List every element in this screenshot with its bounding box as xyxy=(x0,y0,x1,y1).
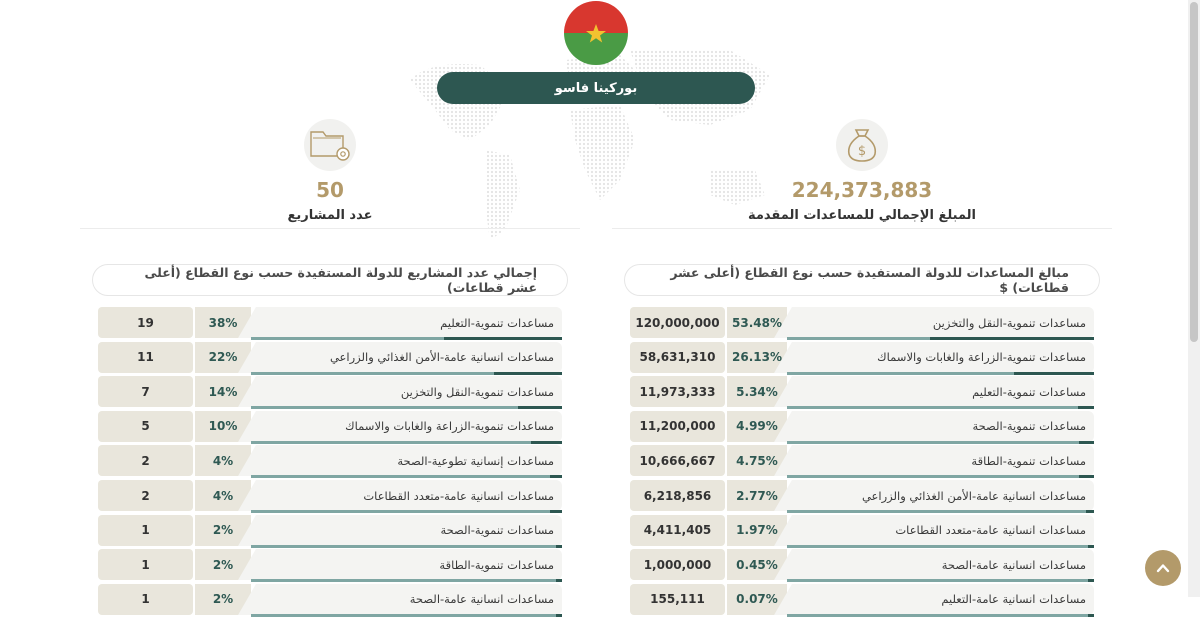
project-count-cell: 1 xyxy=(98,584,193,615)
share-progress-fill xyxy=(1088,579,1094,582)
share-progress-bar xyxy=(251,579,562,582)
projects-by-sector-title-text: إجمالي عدد المشاريع للدولة المستفيدة حسب نوع القطاع (أعلى عشر قطاعات) xyxy=(144,265,537,295)
project-count-cell: 19 xyxy=(98,307,193,338)
sector-row xyxy=(98,411,562,442)
sector-label: مساعدات انسانية عامة-الأمن الغذائي والزراعي xyxy=(805,480,1094,511)
share-progress-fill xyxy=(556,545,562,548)
percentage-cell: 2% xyxy=(195,515,251,546)
money-bag-icon xyxy=(835,118,889,172)
sector-row xyxy=(630,584,1094,615)
share-progress-bar xyxy=(251,337,562,340)
sector-row xyxy=(630,445,1094,476)
sector-row xyxy=(630,480,1094,511)
share-progress-fill xyxy=(556,579,562,582)
sector-label: مساعدات انسانية عامة-الصحة xyxy=(269,584,562,615)
percentage-cell: 4% xyxy=(195,480,251,511)
percentage-cell: 0.45% xyxy=(727,549,787,580)
percentage-cell: 5.34% xyxy=(727,376,787,407)
projects-by-sector-title xyxy=(92,264,568,296)
country-name: بوركينا فاسو xyxy=(554,80,638,96)
sector-row xyxy=(630,307,1094,338)
share-progress-fill xyxy=(550,510,562,513)
share-progress-bar xyxy=(251,545,562,548)
chevron-up-icon xyxy=(1155,560,1171,576)
sector-row xyxy=(98,342,562,373)
project-count-cell: 7 xyxy=(98,376,193,407)
share-progress-track xyxy=(251,579,562,582)
share-progress-fill xyxy=(531,441,562,444)
projects-count-value: 50 xyxy=(316,178,344,202)
flag-star-icon xyxy=(564,1,628,65)
svg-text:$: $ xyxy=(857,144,867,159)
percentage-cell: 2.77% xyxy=(727,480,787,511)
amount-cell: 11,973,333 xyxy=(630,376,725,407)
sector-row xyxy=(98,515,562,546)
percentage-cell: 22% xyxy=(195,342,251,373)
percentage-cell: 2% xyxy=(195,549,251,580)
project-count-cell: 2 xyxy=(98,480,193,511)
percentage-cell: 38% xyxy=(195,307,251,338)
sector-label: مساعدات تنموية-التعليم xyxy=(805,376,1094,407)
amount-cell: 58,631,310 xyxy=(630,342,725,373)
share-progress-track xyxy=(787,510,1094,513)
share-progress-fill xyxy=(1088,545,1094,548)
percentage-cell: 2% xyxy=(195,584,251,615)
share-progress-bar xyxy=(251,475,562,478)
folder-gear-icon xyxy=(303,118,357,172)
share-progress-track xyxy=(251,614,562,617)
project-count-cell: 1 xyxy=(98,515,193,546)
share-progress-bar xyxy=(787,545,1094,548)
sector-label: مساعدات تنموية-الطاقة xyxy=(805,445,1094,476)
sector-label: مساعدات تنموية-الصحة xyxy=(805,411,1094,442)
project-count-cell: 11 xyxy=(98,342,193,373)
percentage-cell: 26.13% xyxy=(727,342,787,373)
sector-label: مساعدات انسانية عامة-متعدد القطاعات xyxy=(805,515,1094,546)
project-count-cell: 5 xyxy=(98,411,193,442)
share-progress-track xyxy=(787,406,1094,409)
share-progress-fill xyxy=(1078,406,1094,409)
amount-cell: 6,218,856 xyxy=(630,480,725,511)
share-progress-bar xyxy=(787,372,1094,375)
sector-label: مساعدات إنسانية تطوعية-الصحة xyxy=(269,445,562,476)
share-progress-bar xyxy=(787,614,1094,617)
share-progress-bar xyxy=(787,441,1094,444)
amount-cell: 11,200,000 xyxy=(630,411,725,442)
sector-row xyxy=(630,549,1094,580)
sector-label: مساعدات تنموية-الصحة xyxy=(269,515,562,546)
share-progress-track xyxy=(787,475,1094,478)
sector-label: مساعدات انسانية عامة-التعليم xyxy=(805,584,1094,615)
share-progress-fill xyxy=(550,475,562,478)
percentage-cell: 14% xyxy=(195,376,251,407)
amount-cell: 10,666,667 xyxy=(630,445,725,476)
share-progress-fill xyxy=(1079,475,1094,478)
amount-cell: 155,111 xyxy=(630,584,725,615)
sector-label: مساعدات تنموية-الطاقة xyxy=(269,549,562,580)
projects-count-stat xyxy=(250,118,410,223)
project-count-cell: 2 xyxy=(98,445,193,476)
share-progress-fill xyxy=(494,372,562,375)
percentage-cell: 1.97% xyxy=(727,515,787,546)
total-amount-value: 224,373,883 xyxy=(791,178,933,202)
percentage-cell: 10% xyxy=(195,411,251,442)
sector-label: مساعدات تنموية-الزراعة والغابات والاسماك xyxy=(805,342,1094,373)
sector-label: مساعدات انسانية عامة-متعدد القطاعات xyxy=(269,480,562,511)
share-progress-bar xyxy=(787,475,1094,478)
sector-row xyxy=(630,342,1094,373)
share-progress-bar xyxy=(251,406,562,409)
sector-row xyxy=(98,445,562,476)
share-progress-track xyxy=(251,510,562,513)
share-progress-bar xyxy=(787,510,1094,513)
share-progress-bar xyxy=(787,579,1094,582)
percentage-cell: 4.99% xyxy=(727,411,787,442)
share-progress-bar xyxy=(251,614,562,617)
share-progress-track xyxy=(251,441,562,444)
share-progress-bar xyxy=(787,337,1094,340)
share-progress-track xyxy=(251,545,562,548)
amount-cell: 4,411,405 xyxy=(630,515,725,546)
percentage-cell: 4% xyxy=(195,445,251,476)
percentage-cell: 0.07% xyxy=(727,584,787,615)
sector-row xyxy=(630,411,1094,442)
left-divider xyxy=(80,228,580,229)
share-progress-track xyxy=(787,579,1094,582)
amounts-by-sector-title-text: مبالغ المساعدات للدولة المستفيدة حسب نوع القطاع (أعلى عشر قطاعات) $ xyxy=(670,265,1069,295)
amount-cell: 120,000,000 xyxy=(630,307,725,338)
total-amount-label: المبلغ الإجمالي للمساعدات المقدمة xyxy=(747,208,977,223)
sector-row xyxy=(98,480,562,511)
share-progress-fill xyxy=(1088,614,1094,617)
scrollbar-thumb[interactable] xyxy=(1190,2,1198,342)
sector-row xyxy=(98,376,562,407)
share-progress-fill xyxy=(444,337,562,340)
sector-label: مساعدات تنموية-الزراعة والغابات والاسماك xyxy=(269,411,562,442)
sector-label: مساعدات انسانية عامة-الصحة xyxy=(805,549,1094,580)
share-progress-track xyxy=(787,441,1094,444)
share-progress-track xyxy=(251,406,562,409)
sector-row xyxy=(630,515,1094,546)
page-scrollbar[interactable] xyxy=(1188,0,1200,597)
amount-cell: 1,000,000 xyxy=(630,549,725,580)
share-progress-fill xyxy=(1079,441,1094,444)
amounts-by-sector-title xyxy=(624,264,1100,296)
projects-count-label: عدد المشاريع xyxy=(287,208,373,223)
country-flag xyxy=(564,1,628,65)
total-amount-stat xyxy=(742,118,982,223)
project-count-cell: 1 xyxy=(98,549,193,580)
share-progress-bar xyxy=(251,510,562,513)
share-progress-track xyxy=(787,545,1094,548)
share-progress-fill xyxy=(1014,372,1094,375)
share-progress-track xyxy=(787,614,1094,617)
share-progress-fill xyxy=(518,406,562,409)
share-progress-fill xyxy=(1086,510,1095,513)
right-divider xyxy=(612,228,1112,229)
country-name-pill xyxy=(437,72,755,104)
sector-row xyxy=(98,584,562,615)
share-progress-bar xyxy=(251,372,562,375)
sector-row xyxy=(98,307,562,338)
sector-row xyxy=(98,549,562,580)
sector-label: مساعدات تنموية-النقل والتخزين xyxy=(805,307,1094,338)
back-to-top-button[interactable] xyxy=(1145,550,1181,586)
sector-label: مساعدات انسانية عامة-الأمن الغذائي والزراعي xyxy=(269,342,562,373)
percentage-cell: 4.75% xyxy=(727,445,787,476)
sector-row xyxy=(630,376,1094,407)
sector-label: مساعدات تنموية-التعليم xyxy=(269,307,562,338)
sector-label: مساعدات تنموية-النقل والتخزين xyxy=(269,376,562,407)
share-progress-fill xyxy=(930,337,1094,340)
percentage-cell: 53.48% xyxy=(727,307,787,338)
share-progress-bar xyxy=(787,406,1094,409)
share-progress-track xyxy=(251,475,562,478)
share-progress-fill xyxy=(556,614,562,617)
share-progress-bar xyxy=(251,441,562,444)
